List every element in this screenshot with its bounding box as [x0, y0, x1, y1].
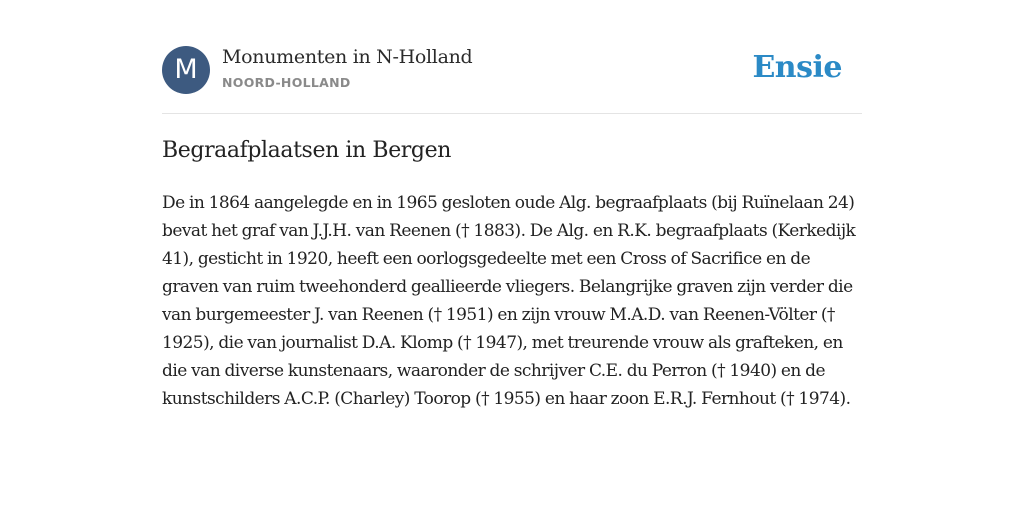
- brand-logo[interactable]: Ensie: [752, 50, 842, 85]
- article-title: Begraafplaatsen in Bergen: [162, 138, 451, 163]
- avatar[interactable]: M: [162, 46, 210, 94]
- source-subtitle: NOORD-HOLLAND: [222, 75, 351, 90]
- source-title[interactable]: Monumenten in N-Holland: [222, 46, 473, 68]
- header: [162, 46, 862, 96]
- article-body: De in 1864 aangelegde en in 1965 gesloten oude Alg. begraafplaats (bij Ruïnelaan 24) bevat het graf van J.J.H. van Reenen († 1883). De Alg. en R.K. begraafplaats (Kerkedijk 41), gesticht in 1920, heeft een oorlogsgedeelte met een Cross of Sacrifice en de graven van ruim tweehonderd geallieerde vliegers. Belangrijke graven zijn verder die van burgemeester J. van Reenen († 1951) en zijn vrouw M.A.D. van Reenen-Völter († 1925), die van journalist D.A. Klomp († 1947), met treurende vrouw als grafteken, en die van diverse kunstenaars, waaronder de schrijver C.E. du Perron († 1940) en de kunstschilders A.C.P. (Charley) Toorop († 1955) en haar zoon E.R.J. Fernhout († 1974).: [162, 193, 856, 409]
- divider: [162, 113, 862, 114]
